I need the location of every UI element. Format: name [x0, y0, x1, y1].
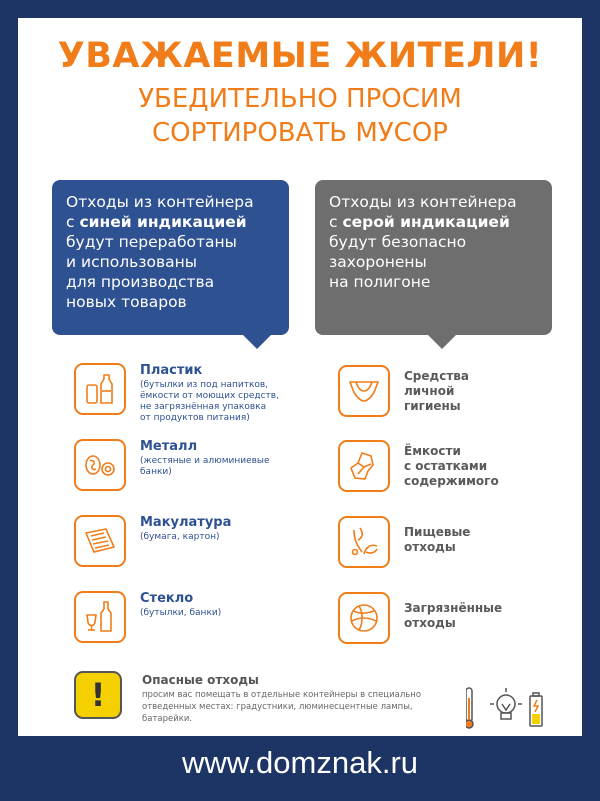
- desc-line: просим вас помещать в отдельные контейнеры в специально: [142, 690, 422, 700]
- desc-line: ёмкости от моющих средств,: [140, 391, 279, 401]
- gray-box-line: будут безопасно: [329, 233, 467, 251]
- food-waste-icon: [338, 516, 390, 568]
- blue-box-line: [66, 212, 275, 232]
- thermometer-icon: [466, 688, 473, 728]
- page-title: УВАЖАЕМЫЕ ЖИТЕЛИ!: [57, 36, 543, 76]
- item-name: Средства: [404, 369, 469, 383]
- page-subtitle: [18, 82, 582, 150]
- dirty-waste-icon: [338, 592, 390, 644]
- hazardous-title: Опасные отходы: [142, 673, 259, 687]
- item-name: Стекло: [140, 591, 194, 606]
- item-name: Пищевые: [404, 525, 471, 539]
- blue-box-highlight: синей индикацией: [79, 213, 247, 231]
- desc-line: отведенных местах: градустники, люминесцентные лампы, батарейки.: [142, 702, 413, 724]
- lamp-icon: [490, 688, 522, 719]
- item-description: [140, 456, 330, 478]
- item-description: [140, 532, 330, 543]
- blue-box-line: для производства: [66, 273, 215, 291]
- desc-line: (бутылки, банки): [140, 608, 222, 618]
- item-name: содержимого: [404, 474, 499, 488]
- poster-sheet: [18, 18, 582, 736]
- item-name: личной: [404, 384, 455, 398]
- blue-box-text: с: [66, 213, 80, 231]
- recyclable-text: [140, 439, 330, 478]
- desc-line: банки): [140, 467, 172, 477]
- blue-box-line: новых товаров: [66, 293, 187, 311]
- blue-box-line: Отходы из контейнера: [66, 193, 254, 211]
- item-name: Металл: [140, 439, 198, 454]
- item-name: Макулатура: [140, 515, 232, 530]
- item-name: Ёмкости: [404, 444, 461, 458]
- landfill-text: [404, 444, 594, 489]
- landfill-text: [404, 601, 594, 631]
- gray-box-line: на полигоне: [329, 273, 431, 291]
- battery-icon: [530, 693, 542, 726]
- gray-box-line: [329, 212, 538, 232]
- landfill-text: [404, 369, 594, 414]
- item-description: [140, 608, 330, 619]
- item-name: отходы: [404, 616, 456, 630]
- blue-box-line: будут переработаны: [66, 233, 237, 251]
- item-name: отходы: [404, 540, 456, 554]
- crumpled-container-icon: [338, 440, 390, 492]
- item-name: Загрязнённые: [404, 601, 503, 615]
- plastic-bottles-icon: [74, 363, 126, 415]
- footer-url: www.domznak.ru: [181, 745, 419, 780]
- gray-box-highlight: серой индикацией: [342, 213, 510, 231]
- blue-indicator-box: [52, 180, 289, 335]
- subtitle-line-1: УБЕДИТЕЛЬНО ПРОСИМ: [138, 84, 462, 114]
- hazardous-icons: [466, 686, 566, 730]
- recyclable-text: [140, 363, 330, 424]
- desc-line: от продуктов питания): [140, 413, 250, 423]
- metal-cans-icon: [74, 439, 126, 491]
- item-description: [140, 380, 330, 424]
- gray-indicator-box: [315, 180, 552, 335]
- blue-box-pointer: [243, 335, 271, 349]
- gray-box-pointer: [428, 335, 456, 349]
- gray-box-text: с: [329, 213, 343, 231]
- recyclable-text: [140, 591, 330, 619]
- newspaper-icon: [74, 515, 126, 567]
- diaper-icon: [338, 365, 390, 417]
- gray-box-line: Отходы из контейнера: [329, 193, 517, 211]
- landfill-text: [404, 525, 594, 555]
- subtitle-line-2: СОРТИРОВАТЬ МУСОР: [152, 118, 448, 148]
- item-name: с остатками: [404, 459, 488, 473]
- desc-line: (бутылки из под напитков,: [140, 380, 269, 390]
- blue-box-line: и использованы: [66, 253, 197, 271]
- item-name: Пластик: [140, 363, 203, 378]
- glass-bottle-icon: [74, 591, 126, 643]
- desc-line: не загрязнённая упаковка: [140, 402, 267, 412]
- gray-box-line: захоронены: [329, 253, 427, 271]
- item-name: гигиены: [404, 399, 461, 413]
- desc-line: (бумага, картон): [140, 532, 220, 542]
- hazardous-description: [142, 689, 464, 725]
- desc-line: (жестяные и алюминиевые: [140, 456, 270, 466]
- recyclable-text: [140, 515, 330, 543]
- warning-icon: !: [74, 671, 122, 719]
